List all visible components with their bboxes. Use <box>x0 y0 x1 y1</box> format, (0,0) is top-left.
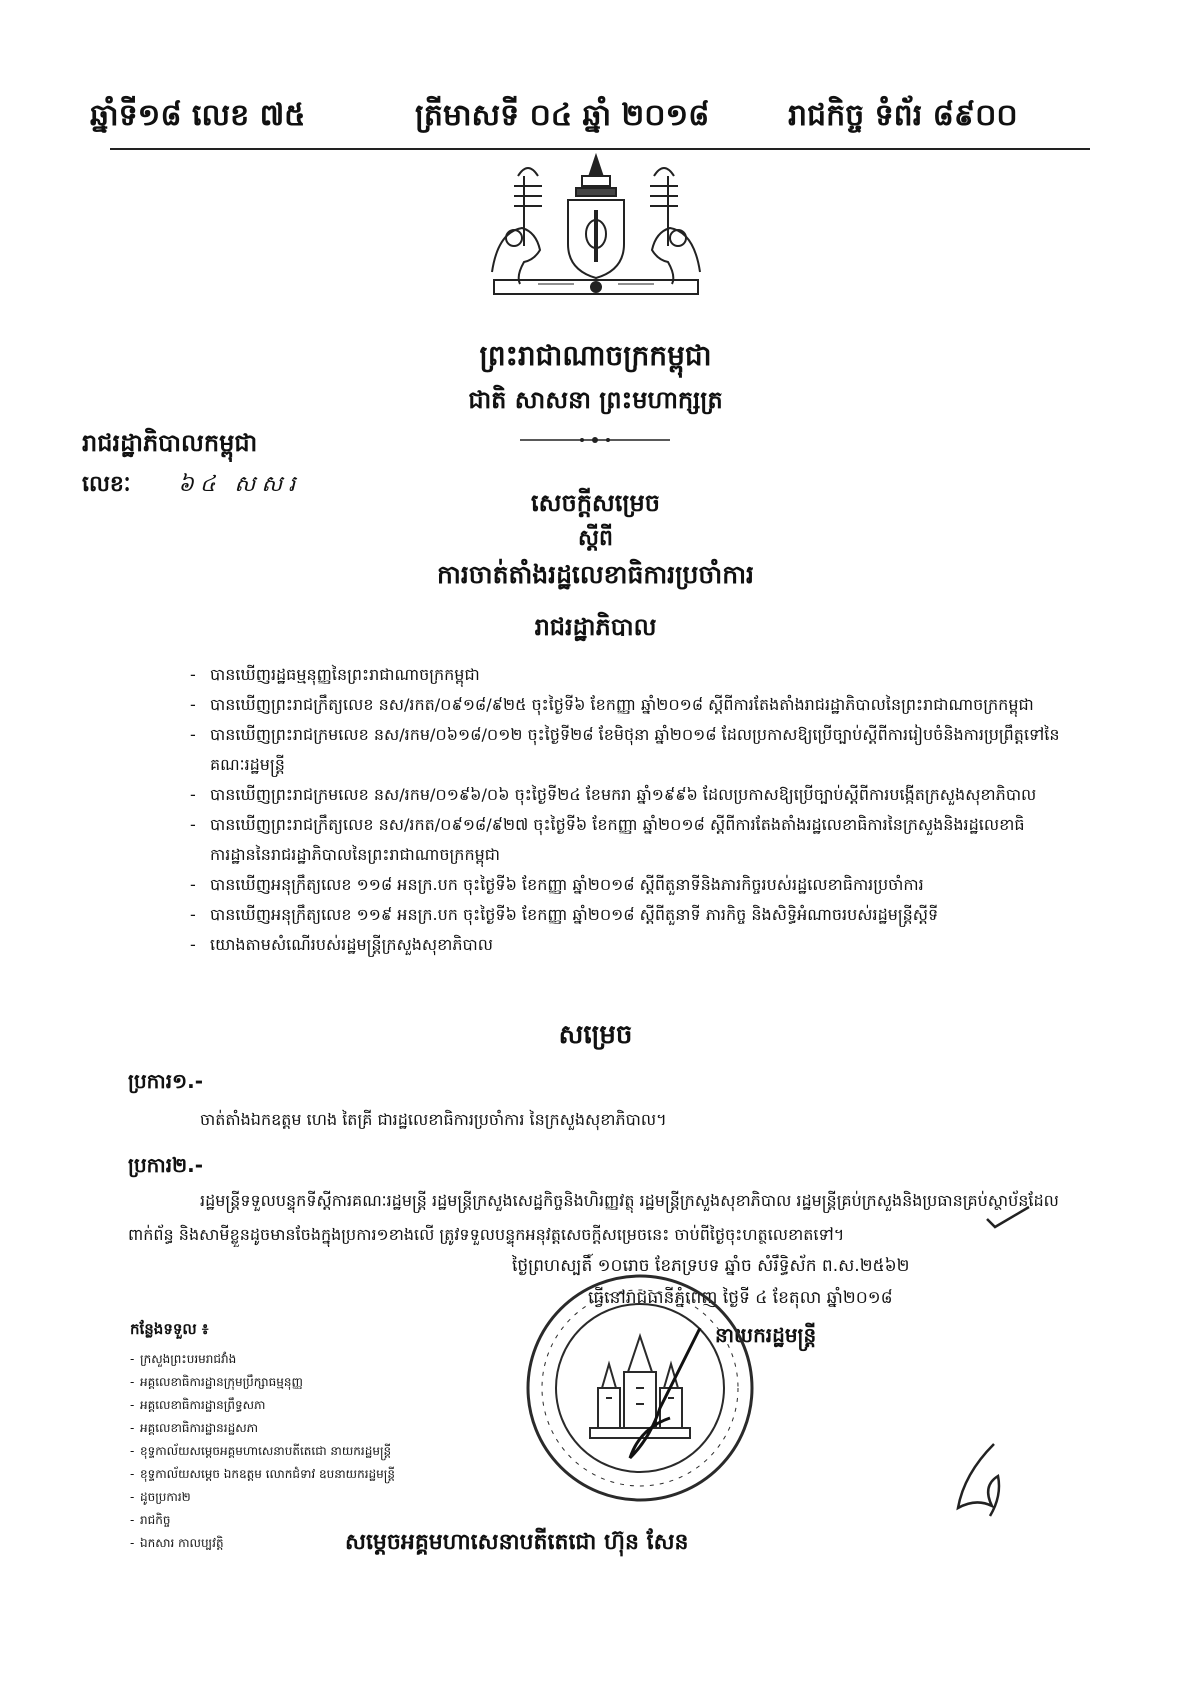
recipient-item: - ខុទ្ទកាល័យសម្តេចអគ្គមហាសេនាបតីតេជោ នាយករដ្ឋមន្ត្រី <box>130 1440 395 1463</box>
recipient-item: - អគ្គលេខាធិការដ្ឋានព្រឹទ្ធសភា <box>130 1394 395 1417</box>
signatory-role: នាយករដ្ឋមន្ត្រី <box>715 1323 817 1347</box>
article-1-title: ប្រការ១.- <box>128 1069 204 1093</box>
document-number-value: ៦៤ សសរ <box>178 472 302 497</box>
consideration-item: - បានឃើញព្រះរាជក្រមលេខ នស/រកម/០១៩៦/០៦ ចុះថ្ងៃទី២៤ ខែមករា ឆ្នាំ១៩៩៦ ដែលប្រកាសឱ្យប្រើច្បាប់ស្តីពីការបង្កើតក្រសួងសុខាភិបាល <box>190 780 1070 810</box>
header-year-issue: ឆ្នាំទី១៨ លេខ ៧៥ <box>90 98 306 133</box>
considerations-list <box>190 660 1070 960</box>
decision-title: សេចក្តីសម្រេច <box>530 489 661 517</box>
document-number-label: លេខៈ <box>82 472 131 497</box>
recipient-item: - ក្រសួងព្រះបរមរាជវាំង <box>130 1348 395 1371</box>
recipient-item: - ដូចប្រការ២ <box>130 1486 395 1509</box>
consideration-item: - បានឃើញអនុក្រឹត្យលេខ ១១៨ អនក្រ.បក ចុះថ្ងៃទី៦ ខែកញ្ញា ឆ្នាំ២០១៨ ស្តីពីតួនាទីនិងភារកិច្ចរបស់រដ្ឋលេខាធិការប្រចាំការ <box>190 870 1070 900</box>
recipient-item: - ឯកសារ កាលប្បវត្តិ <box>130 1532 395 1555</box>
kingdom-title: ព្រះរាជាណាចក្រកម្ពុជា <box>479 339 712 372</box>
header-quarter: ត្រីមាសទី ០៤ ឆ្នាំ ២០១៨ <box>415 98 710 133</box>
article-1-text: ចាត់តាំងឯកឧត្តម ហេង តៃគ្រី ជារដ្ឋលេខាធិការប្រចាំការ នៃក្រសួងសុខាភិបាល។ <box>200 1110 667 1129</box>
recipients-list <box>130 1348 395 1555</box>
place-date: ធ្វើនៅរាជធានីភ្នំពេញ ថ្ងៃទី ៤ ខែតុលា ឆ្នាំ២០១៨ <box>588 1288 893 1308</box>
royal-coat-of-arms-icon <box>478 152 714 302</box>
recipient-item: - អគ្គលេខាធិការដ្ឋានរដ្ឋសភា <box>130 1417 395 1440</box>
recipient-item: - ខុទ្ទកាល័យសម្តេច ឯកឧត្តម លោកជំទាវ ឧបនាយករដ្ឋមន្ត្រី <box>130 1463 395 1486</box>
header-rule <box>110 148 1090 150</box>
government-heading: រាជរដ្ឋាភិបាល <box>534 613 657 641</box>
check-mark-icon <box>985 1205 1031 1229</box>
recipient-item: - អគ្គលេខាធិការដ្ឋានក្រុមប្រឹក្សាធម្មនុញ្ញ <box>130 1371 395 1394</box>
decision-heading: សម្រេច <box>558 1020 633 1050</box>
consideration-item: - បានឃើញអនុក្រឹត្យលេខ ១១៩ អនក្រ.បក ចុះថ្ងៃទី៦ ខែកញ្ញា ឆ្នាំ២០១៨ ស្តីពីតួនាទី ភារកិច្ច និងសិទ្ធិអំណាចរបស់រដ្ឋមន្ត្រីស្តីទី <box>190 900 1070 930</box>
article-2-text: រដ្ឋមន្ត្រីទទួលបន្ទុកទីស្តីការគណៈរដ្ឋមន្ត្រី រដ្ឋមន្ត្រីក្រសួងសេដ្ឋកិច្ចនិងហិរញ្ញវត្ថុ រដ្ឋមន្ត្រីក្រសួងសុខាភិបាល រដ្ឋមន្ត្រីគ្រប់ក្រសួងនិងប្រធានគ្រប់ស្ថាប័នដែលពាក់ព័ន្ធ និងសាមីខ្លួនដូចមានចែងក្នុងប្រការ១ខាងលើ ត្រូវទទួលបន្ទុកអនុវត្តសេចក្តីសម្រេចនេះ ចាប់ពីថ្ងៃចុះហត្ថលេខាតទៅ។ <box>128 1191 1059 1244</box>
lunar-date: ថ្ងៃព្រហស្បតិ៍ ១០រោច ខែភទ្របទ ឆ្នាំច សំរឹទ្ធិស័ក ព.ស.២៥៦២ <box>512 1256 910 1276</box>
national-motto: ជាតិ សាសនា ព្រះមហាក្សត្រ <box>468 386 723 414</box>
ornamental-divider <box>520 437 670 443</box>
header-page: រាជកិច្ច ទំព័រ ៨៩០០ <box>788 98 1018 133</box>
consideration-item: - បានឃើញព្រះរាជក្រឹត្យលេខ នស/រកត/០៩១៨/៩២៧ ចុះថ្ងៃទី៦ ខែកញ្ញា ឆ្នាំ២០១៨ ស្តីពីការតែងតាំងរដ្ឋលេខាធិការនៃក្រសួងនិងរដ្ឋលេខាធិការដ្ឋាននៃរាជរដ្ឋាភិបាលនៃព្រះរាជាណាចក្រកម្ពុជា <box>190 810 1070 870</box>
decision-subject: ការចាត់តាំងរដ្ឋលេខាធិការប្រចាំការ <box>437 560 754 589</box>
consideration-item: - យោងតាមសំណើរបស់រដ្ឋមន្ត្រីក្រសួងសុខាភិបាល <box>190 930 1070 960</box>
recipients-title: កន្លែងទទួល ៖ <box>130 1320 209 1338</box>
consideration-item: - បានឃើញរដ្ឋធម្មនុញ្ញនៃព្រះរាជាណាចក្រកម្ពុជា <box>190 660 1070 690</box>
consideration-item: - បានឃើញព្រះរាជក្រមលេខ នស/រកម/០៦១៨/០១២ ចុះថ្ងៃទី២៨ ខែមិថុនា ឆ្នាំ២០១៨ ដែលប្រកាសឱ្យប្រើច្បាប់ស្តីពីការរៀបចំនិងការប្រព្រឹត្តទៅនៃគណៈរដ្ឋមន្ត្រី <box>190 720 1070 780</box>
consideration-item: - បានឃើញព្រះរាជក្រឹត្យលេខ នស/រកត/០៩១៨/៩២៥ ចុះថ្ងៃទី៦ ខែកញ្ញា ឆ្នាំ២០១៨ ស្តីពីការតែងតាំងរាជរដ្ឋាភិបាលនៃព្រះរាជាណាចក្រកម្ពុជា <box>190 690 1070 720</box>
official-seal-icon <box>520 1268 760 1508</box>
decision-subject-label: ស្តីពី <box>578 526 613 551</box>
handwritten-initial-icon <box>950 1440 1010 1520</box>
signatory-name: សម្តេចអគ្គមហាសេនាបតីតេជោ ហ៊ុន សែន <box>345 1530 689 1555</box>
article-2-title: ប្រការ២.- <box>128 1153 204 1177</box>
recipient-item: - រាជកិច្ច <box>130 1509 395 1532</box>
issuer-org: រាជរដ្ឋាភិបាលកម្ពុជា <box>82 429 258 457</box>
